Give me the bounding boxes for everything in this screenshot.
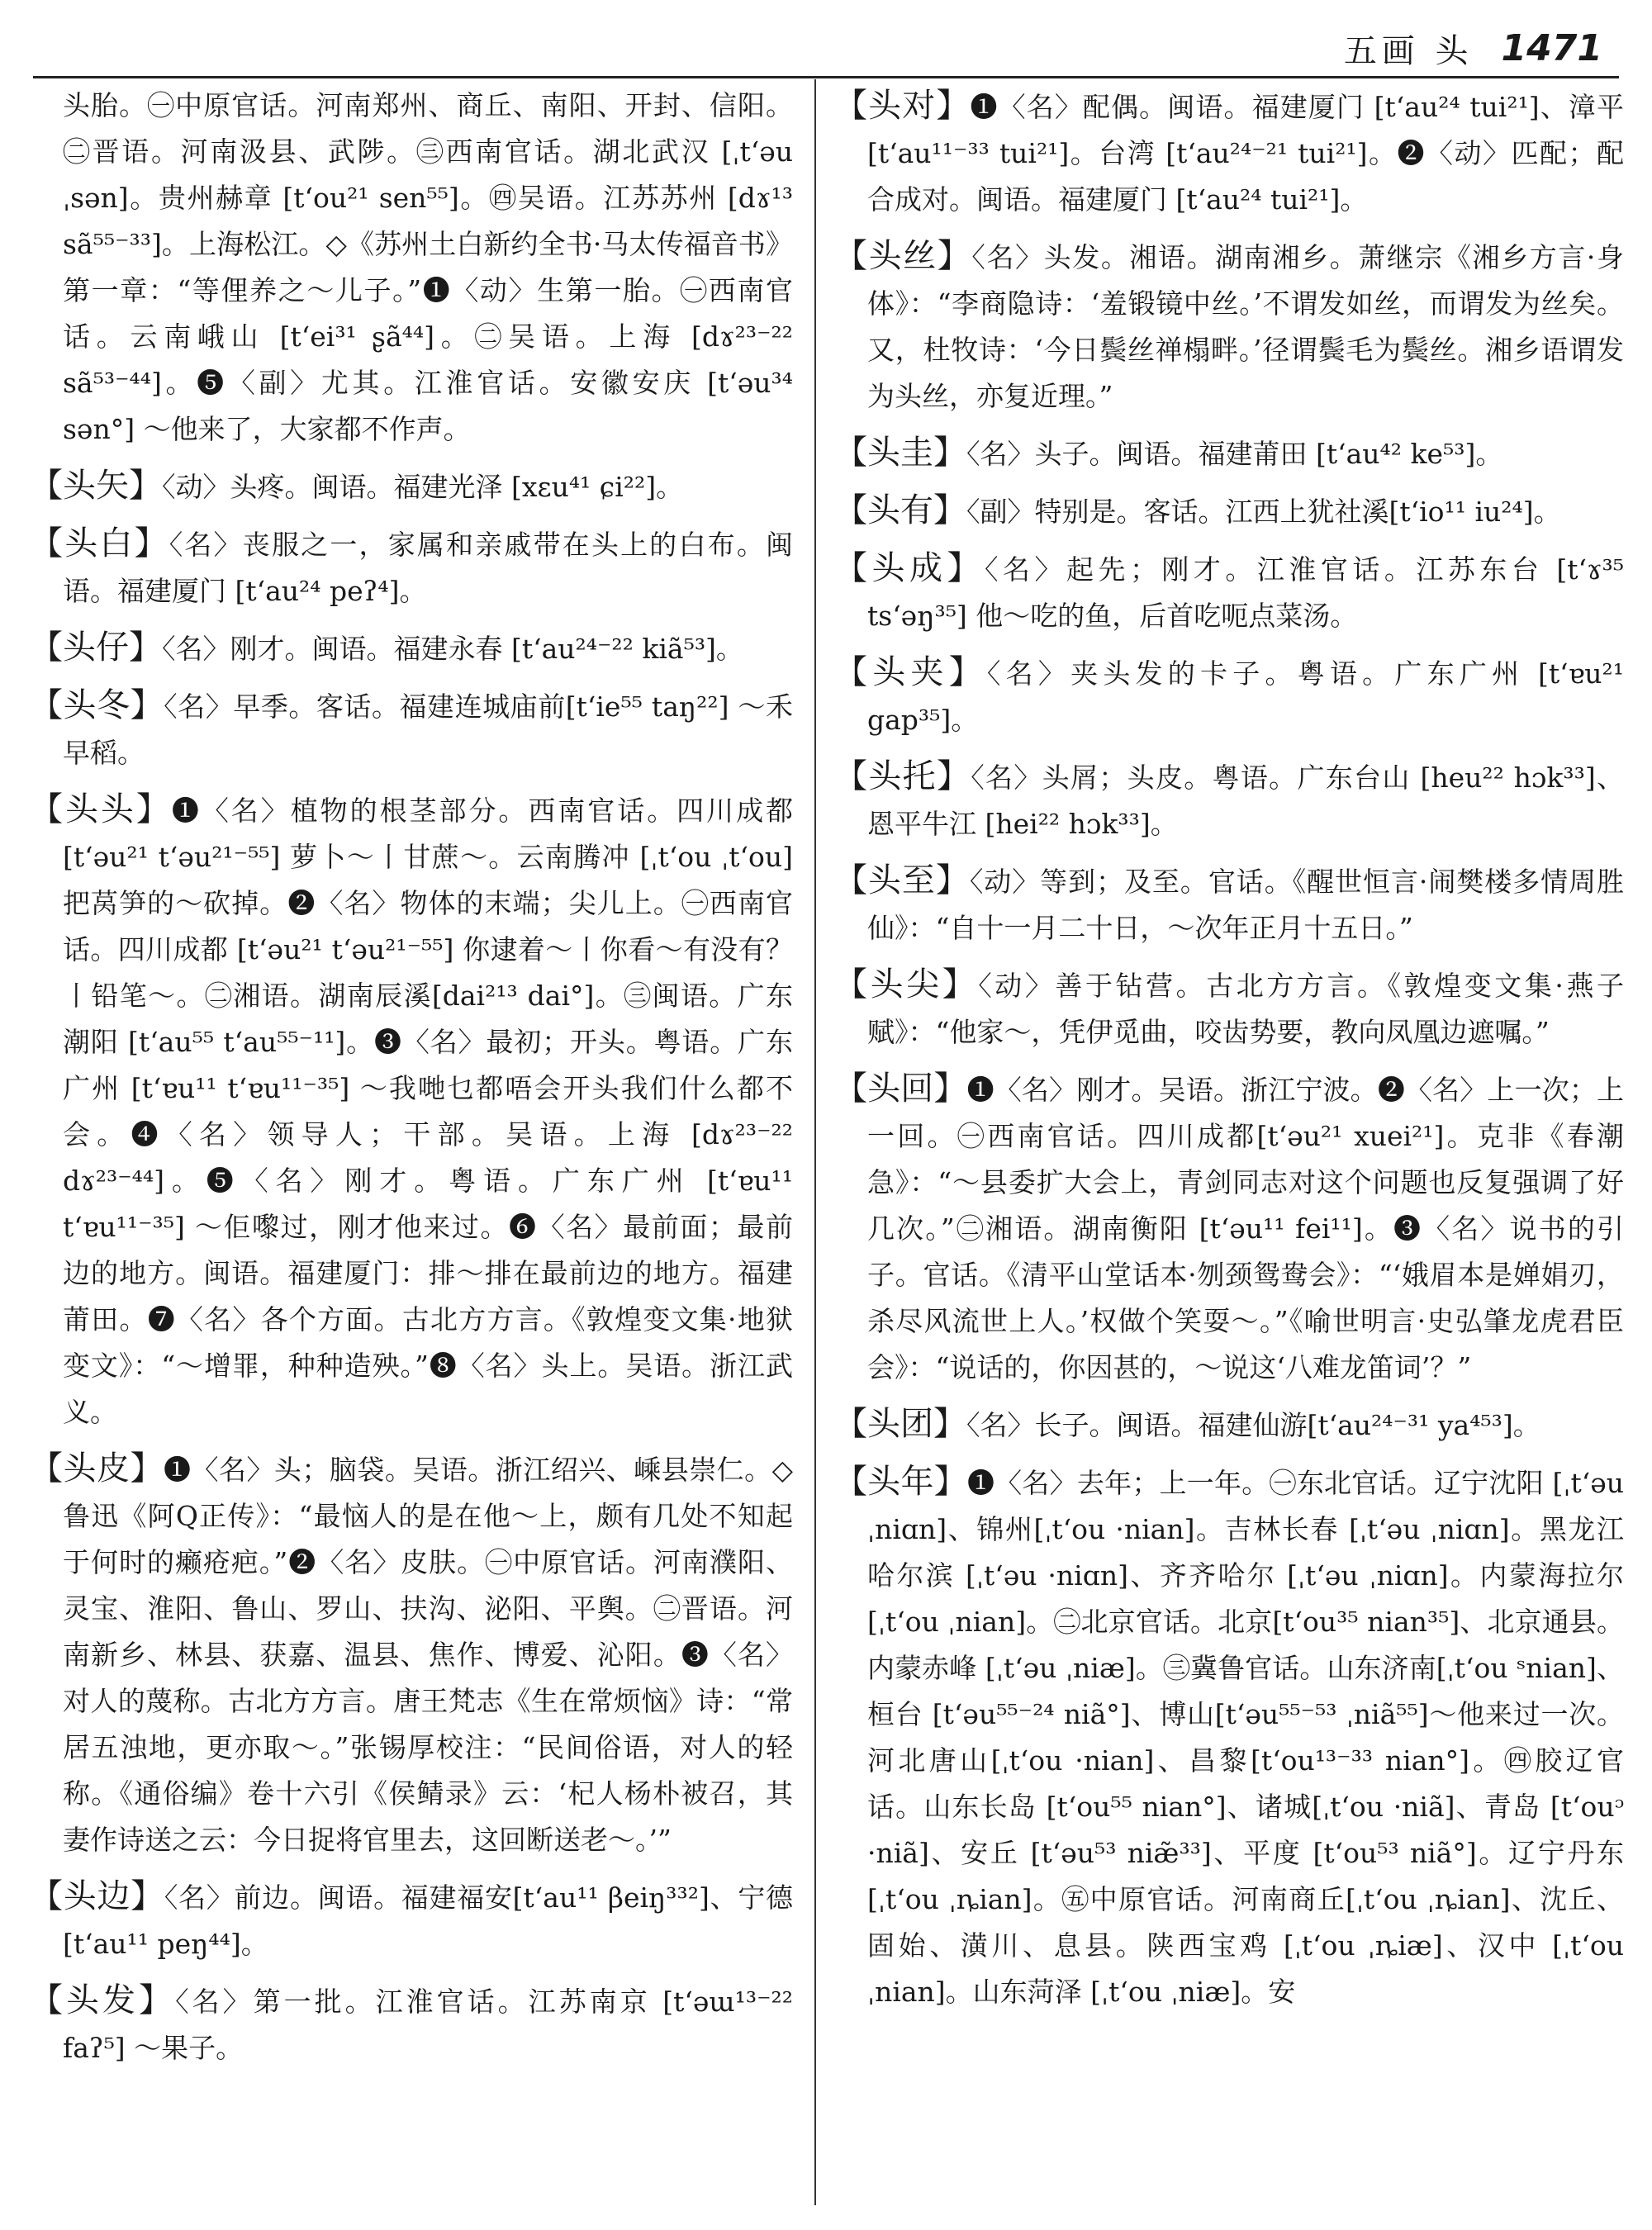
- headword-bracket-close: 】: [129, 629, 162, 667]
- dictionary-entry: [834, 753, 1624, 847]
- entry-headword: 头矢: [63, 467, 129, 505]
- entry-headword: 头边: [63, 1877, 131, 1915]
- entry-definition: 〈名〉起先；刚才。江淮官话。江苏东台 [tʻɤ³⁵ tsʻəŋ³⁵] 他～吃的鱼，后首吃呃点菜汤。: [867, 553, 1624, 632]
- entry-headword: 头对: [868, 87, 937, 125]
- headword-bracket-open: 【: [834, 549, 872, 587]
- headword-bracket-open: 【: [30, 686, 64, 724]
- entry-definition: ❶〈名〉刚才。吴语。浙江宁波。❷〈名〉上一次；上一回。㊀西南官话。四川成都[tʻəu²¹ xuei²¹]。克非《春潮急》：“～县委扩大会上，青剑同志对这个问题也反复强调了好几次。”㊁湘语。湖南衡阳 [tʻəu¹¹ fei¹¹]。❸〈名〉说书的引子。官话。《清平山堂话本·刎颈鸳鸯会》：“‘娥眉本是婵娟刃，杀尽风流世上人。’权做个笑耍～。”《喻世明言·史弘肇龙虎君臣会》：“说话的，你因甚的，～说这‘八难龙笛词’？”: [867, 1074, 1624, 1383]
- entry-definition: 〈动〉等到；及至。官话。《醒世恒言·闹樊楼多情周胜仙》：“自十一月二十日，～次年正月十五日。”: [867, 866, 1624, 944]
- dictionary-entry: [834, 487, 1624, 535]
- entry-definition: 〈名〉夹头发的卡子。粤语。广东广州 [tʻɐu²¹ gap³⁵]。: [867, 657, 1624, 736]
- entry-headword: 头发: [66, 1981, 140, 2019]
- dictionary-entry: [834, 961, 1624, 1056]
- column-divider: [814, 79, 816, 2205]
- entry-definition: 〈名〉早季。客话。福建连城庙前[tʻie⁵⁵ taŋ²²] ～禾早稻。: [63, 690, 793, 769]
- headword-bracket-open: 【: [834, 861, 868, 899]
- entry-definition: 〈名〉长子。闽语。福建仙游[tʻau²⁴⁻³¹ ya⁴⁵³]。: [966, 1409, 1540, 1441]
- entry-definition: 〈名〉头子。闽语。福建莆田 [tʻau⁴² ke⁵³]。: [966, 438, 1503, 470]
- dictionary-entry: [834, 429, 1624, 477]
- entry-headword: 头托: [868, 757, 937, 795]
- header-rule: [33, 76, 1619, 78]
- dictionary-entry: [834, 233, 1624, 420]
- entry-headword: 头冬: [63, 686, 131, 724]
- entry-definition: 〈动〉善于钻营。古北方方言。《敦煌变文集·燕子赋》：“他家～，凭伊觅曲，咬齿势要，教向凤凰边遮嘱。”: [867, 970, 1624, 1048]
- dictionary-entry: [834, 1401, 1624, 1449]
- headword-bracket-open: 【: [834, 653, 873, 691]
- dictionary-entry: [30, 682, 793, 776]
- entry-headword: 头尖: [870, 966, 942, 1004]
- headword-bracket-close: 】: [131, 1877, 164, 1915]
- headword-bracket-open: 【: [30, 1450, 64, 1487]
- headword-bracket-close: 】: [134, 524, 169, 562]
- headword-bracket-open: 【: [834, 491, 867, 529]
- entry-definition: ❶〈名〉植物的根茎部分。西南官话。四川成都 [tʻəu²¹ tʻəu²¹⁻⁵⁵] 萝卜～丨甘蔗～。云南腾冲 [ˌtʻou ˌtʻou] 把莴笋的～砍掉。❷〈名〉物体的末端；尖儿上。㊀西南官话。四川成都 [tʻəu²¹ tʻəu²¹⁻⁵⁵] 你逮着～丨你看～有没有？丨铅笔～。㊁湘语。湖南辰溪[dai²¹³ dai°]。㊂闽语。广东潮阳 [tʻau⁵⁵ tʻau⁵⁵⁻¹¹]。❸〈名〉最初；开头。粤语。广东广州 [tʻɐu¹¹ tʻɐu¹¹⁻³⁵] ～我哋乜都唔会开头我们什么都不会。❹〈名〉领导人；干部。吴语。上海 [dɤ²³⁻²² dɤ²³⁻⁴⁴]。❺〈名〉刚才。粤语。广东广州 [tʻɐu¹¹ tʻɐu¹¹⁻³⁵] ～佢嚟过，刚才他来过。❻〈名〉最前面；最前边的地方。闽语。福建厦门：排～排在最前边的地方。福建莆田。❼〈名〉各个方面。古北方方言。《敦煌变文集·地狱变文》：“～增罪，种种造殃。”❽〈名〉头上。吴语。浙江武义。: [63, 795, 793, 1428]
- headword-bracket-open: 【: [834, 966, 871, 1004]
- dictionary-entry: [834, 1065, 1624, 1391]
- entry-definition: 〈名〉丧服之一，家属和亲戚带在头上的白布。闽语。福建厦门 [tʻau²⁴ peʔ⁴]。: [63, 529, 793, 607]
- headword-bracket-open: 【: [834, 237, 869, 275]
- headword-bracket-close: 】: [935, 861, 970, 899]
- dictionary-entry: [30, 1445, 793, 1863]
- headword-bracket-open: 【: [834, 434, 867, 472]
- headword-bracket-open: 【: [834, 1463, 868, 1501]
- entry-definition: 〈名〉头发。湘语。湖南湘乡。萧继宗《湘乡方言·身体》：“李商隐诗：‘羞锻镜中丝。’不谓发如丝，而谓发为丝矣。又，杜牧诗：‘今日鬓丝禅榻畔。’径谓鬓毛为鬓丝。湘乡语谓发为头丝，亦复近理。”: [867, 241, 1624, 412]
- dictionary-entry: [30, 463, 793, 510]
- headword-bracket-close: 】: [933, 491, 966, 529]
- entry-headword: 头仔: [63, 629, 129, 667]
- headword-bracket-close: 】: [130, 1450, 164, 1487]
- entry-definition: 〈名〉第一批。江淮官话。江苏南京 [tʻəɯ¹³⁻²² faʔ⁵] ～果子。: [63, 1986, 793, 2064]
- headword-bracket-close: 】: [933, 434, 966, 472]
- headword-bracket-open: 【: [30, 629, 63, 667]
- headword-bracket-open: 【: [834, 757, 869, 795]
- headword-bracket-close: 】: [942, 966, 979, 1004]
- entry-headword: 头回: [867, 1070, 934, 1108]
- dictionary-entry: [30, 624, 793, 672]
- headword-bracket-close: 】: [936, 87, 971, 125]
- headword-bracket-close: 】: [948, 653, 987, 691]
- dictionary-entry: [30, 1873, 793, 1967]
- entry-headword: 头团: [867, 1405, 933, 1443]
- entry-headword: 头丝: [868, 237, 938, 275]
- entry-definition: 〈名〉刚才。闽语。福建永春 [tʻau²⁴⁻²² kiã⁵³]。: [162, 633, 743, 665]
- dictionary-entry: [834, 83, 1624, 223]
- entry-headword: 头夹: [872, 653, 949, 691]
- headword-bracket-open: 【: [30, 467, 63, 505]
- headword-bracket-open: 【: [30, 1877, 64, 1915]
- entry-definition: 〈动〉头疼。闽语。福建光泽 [xɛu⁴¹ ɕi²²]。: [162, 471, 684, 503]
- entry-headword: 头头: [64, 790, 136, 828]
- dictionary-entry: [834, 545, 1624, 639]
- dictionary-entry: [834, 649, 1624, 743]
- headword-bracket-open: 【: [30, 1981, 67, 2019]
- headword-bracket-close: 】: [135, 790, 172, 828]
- dictionary-entry: [834, 1459, 1624, 2015]
- entry-definition: ❶〈名〉配偶。闽语。福建厦门 [tʻau²⁴ tui²¹]、漳平 [tʻau¹¹⁻³³ tui²¹]。台湾 [tʻau²⁴⁻²¹ tui²¹]。❷〈动〉匹配；配合成对。闽语。福建厦门 [tʻau²⁴ tui²¹]。: [867, 91, 1624, 216]
- headword-bracket-close: 】: [936, 757, 971, 795]
- headword-bracket-open: 【: [30, 524, 65, 562]
- left-column: [30, 83, 793, 2213]
- entry-headword: 头至: [867, 861, 936, 899]
- headword-bracket-close: 】: [933, 1463, 967, 1501]
- headword-bracket-close: 】: [130, 686, 164, 724]
- entry-headword: 头圭: [867, 434, 933, 472]
- right-column: [834, 83, 1624, 2213]
- entry-headword: 头白: [64, 524, 135, 562]
- entry-definition: ❶〈名〉去年；上一年。㊀东北官话。辽宁沈阳 [ˌtʻəu ˌniɑn]、锦州[ˌtʻou ·nian]。吉林长春 [ˌtʻəu ˌniɑn]。黑龙江哈尔滨 [ˌtʻəu ·niɑn]、齐齐哈尔 [ˌtʻəu ˌniɑn]。内蒙海拉尔 [ˌtʻou ˌnian]。㊁北京官话。北京[tʻou³⁵ nian³⁵]、北京通县。内蒙赤峰 [ˌtʻəu ˌniæ]。㊂冀鲁官话。山东济南[ˌtʻou ˢnian]、桓台 [tʻəu⁵⁵⁻²⁴ niã°]、博山[tʻəu⁵⁵⁻⁵³ ˌniã⁵⁵]～他来过一次。河北唐山[ˌtʻou ·nian]、昌黎[tʻou¹³⁻³³ nian°]。㊃胶辽官话。山东长岛 [tʻou⁵⁵ nian°]、诸城[ˌtʻou ·niã]、青岛 [tʻouᵓ ·niã]、安丘 [tʻəu⁵³ niæ̃³³]、平度 [tʻou⁵³ niã°]。辽宁丹东 [ˌtʻou ˌȵian]。㊄中原官话。河南商丘[ˌtʻou ˌȵian]、沈丘、固始、潢川、息县。陕西宝鸡 [ˌtʻou ˌȵiæ]、汉中 [ˌtʻou ˌnian]。山东菏泽 [ˌtʻou ˌniæ]。安: [867, 1467, 1624, 2008]
- headword-bracket-close: 】: [129, 467, 162, 505]
- running-header: [1344, 23, 1602, 73]
- headword-bracket-open: 【: [30, 790, 65, 828]
- dictionary-entry: [30, 1977, 793, 2071]
- dictionary-entry: [834, 857, 1624, 951]
- headword-bracket-close: 】: [937, 237, 972, 275]
- entry-headword: 头成: [871, 549, 947, 587]
- entry-definition: 〈名〉头屑；头皮。粤语。广东台山 [heu²² hɔk³³]、恩平牛江 [hei²² hɔk³³]。: [867, 762, 1624, 840]
- entry-headword: 头皮: [63, 1450, 131, 1487]
- page-number: 1471: [1501, 26, 1602, 69]
- entry-headword: 头有: [867, 491, 933, 529]
- headword-bracket-close: 】: [933, 1405, 966, 1443]
- dictionary-entry: [30, 520, 793, 614]
- entry-headword: 头年: [867, 1463, 934, 1501]
- entry-definition: 〈副〉特别是。客话。江西上犹社溪[tʻio¹¹ iu²⁴]。: [966, 496, 1561, 528]
- headword-bracket-open: 【: [834, 87, 869, 125]
- dictionary-entry: [30, 83, 793, 453]
- headword-bracket-close: 】: [933, 1070, 967, 1108]
- headword-bracket-open: 【: [834, 1070, 868, 1108]
- section-label: 五画 头: [1343, 31, 1474, 70]
- headword-bracket-close: 】: [139, 1981, 176, 2019]
- entry-definition: 头胎。㊀中原官话。河南郑州、商丘、南阳、开封、信阳。㊁晋语。河南汲县、武陟。㊂西南官话。湖北武汉 [ˌtʻəu ˌsən]。贵州赫章 [tʻou²¹ sen⁵⁵]。㊃吴语。江苏苏州 [dɤ¹³ sã⁵⁵⁻³³]。上海松江。◇《苏州土白新约全书·马太传福音书》第一章：“等俚养之～儿子。”❶〈动〉生第一胎。㊀西南官话。云南峨山 [tʻei³¹ ʂã⁴⁴]。㊁吴语。上海 [dɤ²³⁻²² sã⁵³⁻⁴⁴]。❺〈副〉尤其。江淮官话。安徽安庆 [tʻəu³⁴ sən°] ～他来了，大家都不作声。: [63, 89, 793, 445]
- headword-bracket-close: 】: [947, 549, 985, 587]
- dictionary-entry: [30, 786, 793, 1435]
- entry-definition: 〈名〉前边。闽语。福建福安[tʻau¹¹ βeiŋ³³²]、宁德 [tʻau¹¹ peŋ⁴⁴]。: [63, 1881, 793, 1960]
- entry-definition: ❶〈名〉头；脑袋。吴语。浙江绍兴、嵊县崇仁。◇鲁迅《阿Q正传》：“最恼人的是在他～上，颇有几处不知起于何时的癞疮疤。”❷〈名〉皮肤。㊀中原官话。河南濮阳、灵宝、淮阳、鲁山、罗山、扶沟、泌阳、平舆。㊁晋语。河南新乡、林县、获嘉、温县、焦作、博爱、沁阳。❸〈名〉对人的蔑称。古北方方言。唐王梵志《生在常烦恼》诗：“常居五浊地，更亦取～。”张锡厚校注：“民间俗语，对人的轻称。《通俗编》卷十六引《侯鲭录》云：‘杞人杨朴被召，其妻作诗送之云：今日捉将官里去，这回断送老～。’”: [63, 1454, 793, 1856]
- headword-bracket-open: 【: [834, 1405, 867, 1443]
